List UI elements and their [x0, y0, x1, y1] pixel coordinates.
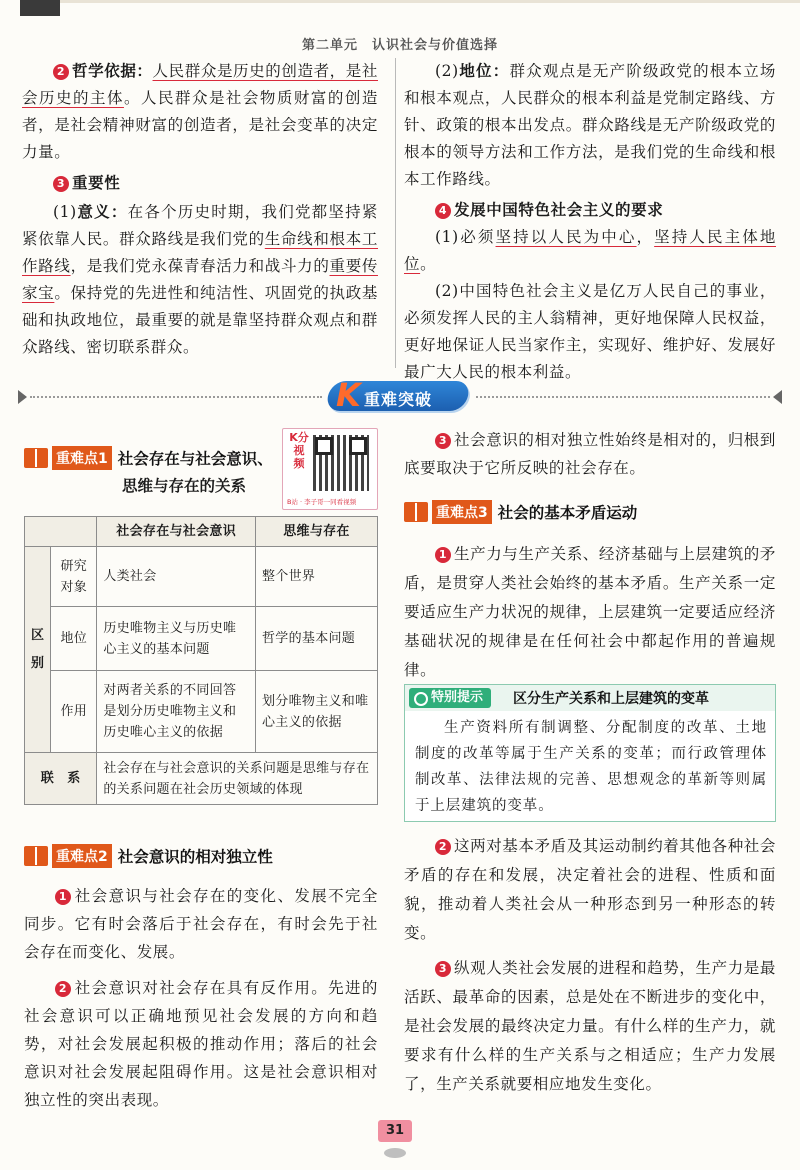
table-header-row [25, 517, 378, 547]
qr-caption: B站 · 李子哥一同看视频 [287, 498, 357, 506]
text: 社会意识与社会存在的变化、发展不完全同步。它有时会落后于社会存在，有时会先于社会存在而变化、发展。 [24, 887, 378, 961]
dotted-line [30, 396, 322, 398]
underlined-text: 生命线和根本工作路线 [22, 230, 378, 275]
number-badge: 1 [435, 547, 451, 563]
tip-title: 区分生产关系和上层建筑的变革 [513, 691, 709, 707]
paragraph [404, 954, 776, 1099]
number-badge: 3 [435, 961, 451, 977]
number-badge: 2 [53, 64, 69, 80]
table-row [25, 671, 378, 753]
section-1-heading [24, 444, 273, 472]
book-icon [404, 502, 428, 522]
section-3-body-2 [404, 832, 776, 1099]
prefix: (2) [435, 62, 459, 80]
number-badge: 4 [435, 203, 451, 219]
text: (1)必须 [435, 228, 496, 246]
section-3-body-1 [404, 540, 776, 685]
book-icon [24, 846, 48, 866]
text: 这两对基本矛盾及其运动制约着其他各种社会矛盾的存在和发展，决定着社会的进程、性质和面貌，推动着人类社会从一种形态到另一种形态的转变。 [404, 837, 777, 942]
qr-code-card[interactable] [282, 428, 378, 510]
paragraph [404, 540, 776, 685]
number-badge: 1 [55, 889, 71, 905]
paragraph [24, 974, 378, 1114]
paragraph [404, 832, 776, 948]
text: ， [636, 228, 655, 246]
label: 地位： [458, 62, 510, 80]
table-header: 社会存在与社会意识 [97, 517, 256, 547]
philosophy-basis-paragraph [22, 58, 378, 166]
significance-paragraph [22, 199, 378, 361]
section-tag: 重难点1 [52, 446, 112, 470]
requirement-1 [404, 224, 776, 278]
status-paragraph [404, 58, 776, 193]
page-number: 31 [378, 1120, 412, 1142]
page-header [0, 0, 800, 56]
underlined-text: 坚持以人民为中心 [495, 228, 637, 246]
text: 生产力与生产关系、经济基础与上层建筑的矛盾，是贯穿人类社会始终的基本矛盾。生产关系一定要适应生产力状况的规律，上层建筑一定要适应经济基础状况的规律是在任何社会中都起作用的普遍规律。 [404, 545, 777, 679]
table-header: 思维与存在 [256, 517, 378, 547]
arrow-right-icon [773, 390, 782, 404]
number-badge: 3 [435, 433, 451, 449]
arrow-left-icon [18, 390, 27, 404]
table-row [25, 547, 378, 607]
section-1-title-line2 [122, 474, 246, 496]
tip-tag: 特别提示 [409, 688, 491, 708]
banner-label: 重难突破 [364, 390, 433, 409]
number-badge: 3 [53, 176, 69, 192]
table-cell: 对两者关系的不同回答是划分历史唯物主义和历史唯心主义的依据 [97, 671, 256, 753]
label: 哲学依据： [72, 62, 153, 80]
prefix: (1) [53, 203, 77, 221]
text: 。 [420, 255, 437, 273]
top-right-column [404, 58, 776, 386]
heading-label: 发展中国特色社会主义的要求 [454, 201, 664, 219]
table-cell: 划分唯物主义和唯心主义的依据 [256, 671, 378, 753]
text: 纵观人类社会发展的进程和趋势，生产力是最活跃、最革命的因素，总是处在不断进步的变化中，是社会发展的最终决定力量。有什么样的生产力，就要求有什么样的生产关系与之相适应；生产力发展了，生产关系就要相应地发生变化。 [404, 959, 777, 1093]
section-2-body [24, 882, 378, 1114]
section-tag: 重难点3 [432, 500, 492, 524]
table-cell: 人类社会 [97, 547, 256, 607]
row-label: 研究对象 [51, 547, 97, 607]
bird-icon [384, 1148, 406, 1158]
section-title: 社会意识的相对独立性 [117, 848, 273, 866]
row-label: 联 系 [25, 753, 97, 805]
comparison-table [24, 516, 378, 805]
number-badge: 2 [435, 839, 451, 855]
header-tab [20, 0, 60, 16]
tip-text: 生产资料所有制调整、分配制度的改革、土地制度的改革等属于生产关系的变革；而行政管理体制改革、法律法规的完善、思想观念的革新等则属于上层建筑的变革。 [415, 720, 767, 814]
section-tag: 重难点2 [52, 844, 112, 868]
paragraph [24, 882, 378, 966]
text: 社会意识的相对独立性始终是相对的，归根到底要取决于它所反映的社会存在。 [404, 431, 777, 477]
row-label: 地位 [51, 607, 97, 671]
table-cell: 整个世界 [256, 547, 378, 607]
text: 。保持党的先进性和纯洁性、巩固党的执政基础和执政地位，最重要的就是靠坚持群众观点和群众路线、密切联系群众。 [22, 284, 378, 356]
column-divider [395, 58, 396, 368]
section-title: 社会存在与社会意识、 [117, 450, 273, 468]
paragraph [404, 426, 776, 482]
table-row [25, 607, 378, 671]
section-title: 思维与存在的关系 [122, 477, 247, 495]
text: 在各个历史时期，我们党都坚持紧紧依靠人民。群众路线是我们党的 [22, 203, 378, 248]
book-icon [24, 448, 48, 468]
importance-heading [22, 170, 378, 197]
section-2-heading [24, 842, 273, 870]
table-cell: 历史唯物主义与历史唯心主义的基本问题 [97, 607, 256, 671]
label: 意义： [76, 203, 128, 221]
heading-label: 重要性 [72, 174, 121, 192]
table-corner [25, 517, 97, 547]
table-cell: 哲学的基本问题 [256, 607, 378, 671]
text: 群众观点是无产阶级政党的根本立场和根本观点，人民群众的根本利益是党制定路线、方针、政策的根本出发点。群众路线是无产阶级政党的根本的领导方法和工作方法，是我们党的生命线和根本工作路线。 [404, 62, 776, 188]
qr-code-icon[interactable] [313, 435, 369, 491]
unit-title: 第二单元 认识社会与价值选择 [301, 38, 498, 53]
underlined-text: 坚持人民主体地位 [404, 228, 776, 273]
section-3-heading [404, 498, 637, 526]
text: ，是我们党永葆青春活力和战斗力的 [70, 257, 330, 275]
row-label: 作用 [51, 671, 97, 753]
table-cell: 社会存在与社会意识的关系问题是思维与存在的关系问题在社会历史领域的体现 [97, 753, 378, 805]
requirement-2: (2)中国特色社会主义是亿万人民自己的事业，必须发挥人民的主人翁精神，更好地保障人民权益，更好地保证人民当家作主，实现好、维护好、发展好最广大人民的根本利益。 [404, 282, 776, 381]
underlined-text: 重要传家宝 [22, 257, 378, 302]
dotted-line [476, 396, 770, 398]
number-badge: 2 [55, 981, 71, 997]
group-label: 区别 [25, 547, 51, 753]
requirements-heading [404, 197, 776, 224]
table-row [25, 753, 378, 805]
text: 社会意识对社会存在具有反作用。先进的社会意识可以正确地预见社会发展的方向和趋势，对社会发展起积极的推动作用；落后的社会意识对社会发展起阻碍作用。这是社会意识相对独立性的突出表现。 [24, 979, 378, 1109]
k-logo-icon: K [336, 376, 361, 414]
header-bar [60, 0, 800, 3]
right-top-paragraph-wrap [404, 426, 776, 482]
text: 。人民群众是社会物质财富的创造者，是社会精神财富的创造者，是社会变革的决定力量。 [22, 89, 378, 161]
top-left-column [22, 58, 378, 361]
underlined-text: 人民群众是历史的创造者，是社会历史的主体 [22, 62, 378, 107]
section-title: 社会的基本矛盾运动 [497, 504, 638, 522]
qr-side-label: K分视频 [289, 431, 309, 470]
section-banner [0, 376, 800, 416]
special-tip-box [404, 684, 776, 822]
